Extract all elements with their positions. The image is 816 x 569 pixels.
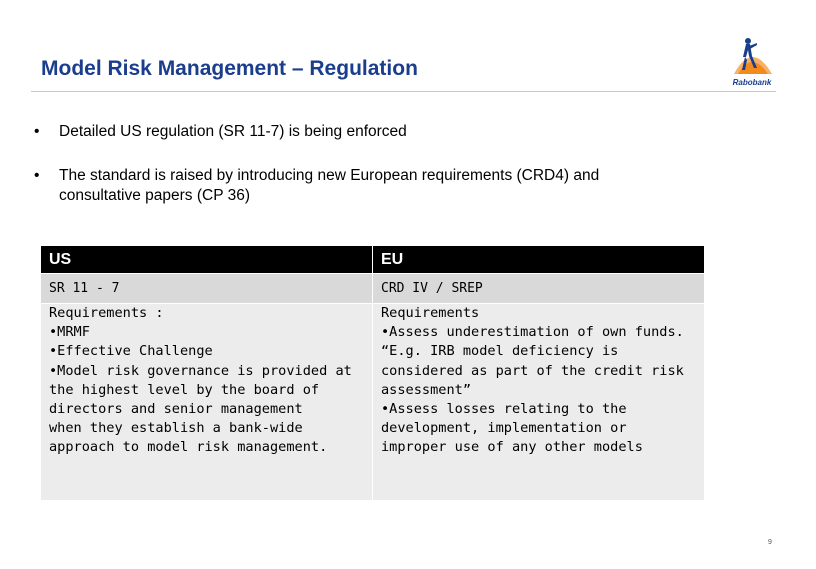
us-requirements-cell <box>41 304 373 501</box>
requirement-line: directors and senior management <box>49 401 303 418</box>
table-row <box>41 304 705 501</box>
bullet-item <box>34 166 734 206</box>
bullet-marker: • <box>34 123 40 140</box>
requirement-line: •Effective Challenge <box>49 343 213 360</box>
bullet-text-line: The standard is raised by introducing new European requirements (CRD4) and <box>59 167 600 184</box>
requirement-line: Requirements <box>381 305 480 321</box>
logo-emblem-icon <box>724 30 780 80</box>
table-header-row <box>41 246 705 274</box>
requirement-line: •Assess underestimation of own funds. <box>381 324 684 341</box>
bullet-text-line: consultative papers (CP 36) <box>59 187 250 204</box>
regulation-table <box>40 245 705 501</box>
requirement-line: •Model risk governance is provided at <box>49 362 352 379</box>
eu-regulation-cell: CRD IV / SREP <box>373 274 705 304</box>
bullet-item <box>34 122 734 142</box>
page-number: 9 <box>768 539 772 546</box>
rabobank-logo <box>724 30 780 92</box>
requirement-line: approach to model risk management. <box>49 439 328 456</box>
requirement-line: development, implementation or <box>381 420 627 437</box>
us-regulation-cell: SR 11 - 7 <box>41 274 373 304</box>
column-header-eu: EU <box>373 246 705 274</box>
bullet-text: Detailed US regulation (SR 11-7) is being enforced <box>59 123 407 140</box>
title-divider <box>31 91 776 92</box>
table-row <box>41 274 705 304</box>
column-header-us: US <box>41 246 373 274</box>
bullet-marker: • <box>34 167 40 184</box>
bullet-text <box>59 166 599 206</box>
slide-title: Model Risk Management – Regulation <box>41 57 418 80</box>
logo-wordmark: Rabobank <box>732 78 772 87</box>
requirement-line: the highest level by the board of <box>49 381 320 398</box>
requirement-line: •Assess losses relating to the <box>381 401 627 418</box>
requirement-line: “E.g. IRB model deficiency is <box>381 343 619 360</box>
requirement-line: considered as part of the credit risk <box>381 362 684 379</box>
requirement-line: improper use of any other models <box>381 439 643 456</box>
requirement-line: assessment” <box>381 381 472 398</box>
requirement-line: •MRMF <box>49 324 90 341</box>
eu-requirements-cell <box>373 304 705 501</box>
requirement-line: Requirements : <box>49 305 164 321</box>
requirement-line: when they establish a bank-wide <box>49 420 303 437</box>
